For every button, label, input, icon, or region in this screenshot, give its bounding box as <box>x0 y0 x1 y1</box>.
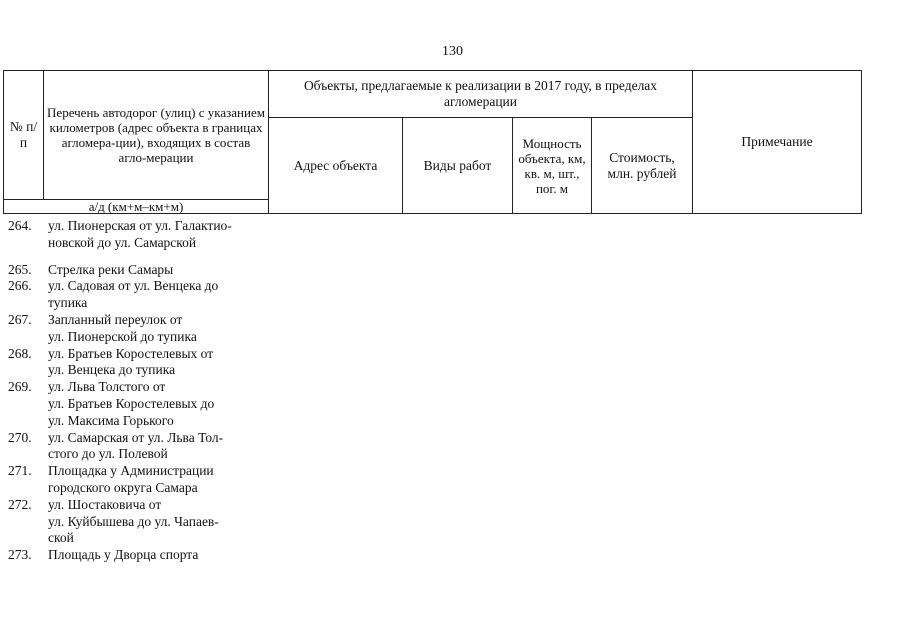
header-cost-column: Стоимость, млн. рублей <box>592 118 693 214</box>
row-text: ул. Пионерская от ул. Галактио- новской до ул. Самарской <box>48 218 232 250</box>
list-item <box>0 218 260 252</box>
row-text: ул. Шостаковича от ул. Куйбышева до ул. Чапаев- ской <box>48 496 219 546</box>
header-capacity-column: Мощность объекта, км, кв. м, шт., пог. м <box>513 118 592 214</box>
page-number: 130 <box>442 44 463 59</box>
row-text: Стрелка реки Самары <box>48 261 174 277</box>
row-number: 271. <box>8 463 32 479</box>
list-item <box>0 346 260 380</box>
list-item <box>0 312 260 346</box>
list-item <box>0 278 260 312</box>
list-item <box>0 497 260 547</box>
header-objects-group: Объекты, предлагаемые к реализации в 2017 году, в пределах агломерации <box>269 71 693 118</box>
row-number: 264. <box>8 218 32 233</box>
list-item <box>0 430 260 464</box>
row-number: 265. <box>8 261 32 277</box>
row-text: ул. Братьев Коростелевых от ул. Венцека до тупика <box>48 345 214 378</box>
list-item <box>0 547 260 564</box>
row-number: 268. <box>8 345 32 361</box>
header-note-column: Примечание <box>693 71 862 214</box>
header-address-column: Адрес объекта <box>269 118 403 214</box>
header-table <box>3 70 862 214</box>
row-number: 267. <box>8 311 32 327</box>
row-text: Запланный переулок от ул. Пионерской до тупика <box>48 311 197 344</box>
row-number: 270. <box>8 429 32 445</box>
header-number-column: № п/п <box>4 71 44 200</box>
header-works-column: Виды работ <box>403 118 513 214</box>
header-roads-subheader: а/д (км+м–км+м) <box>4 200 269 214</box>
row-number: 272. <box>8 496 32 512</box>
row-number: 269. <box>8 379 32 395</box>
row-number: 273. <box>8 547 32 563</box>
list-item <box>0 262 260 279</box>
row-text: Площадь у Дворца спорта <box>48 547 199 563</box>
header-roads-column: Перечень автодорог (улиц) с указанием километров (адрес объекта в границах агломера-ции), входящих в состав агло-мерации <box>44 71 269 200</box>
row-text: ул. Льва Толстого от ул. Братьев Коростелевых до ул. Максима Горького <box>48 379 215 428</box>
row-text: ул. Самарская от ул. Льва Тол- стого до ул. Полевой <box>48 429 224 462</box>
row-text: ул. Садовая от ул. Венцека до тупика <box>48 278 219 311</box>
road-list <box>0 218 260 564</box>
row-text: Площадка у Администрации городского округа Самара <box>48 463 214 495</box>
row-number: 266. <box>8 278 32 294</box>
list-item <box>0 463 260 497</box>
list-item <box>0 379 260 429</box>
